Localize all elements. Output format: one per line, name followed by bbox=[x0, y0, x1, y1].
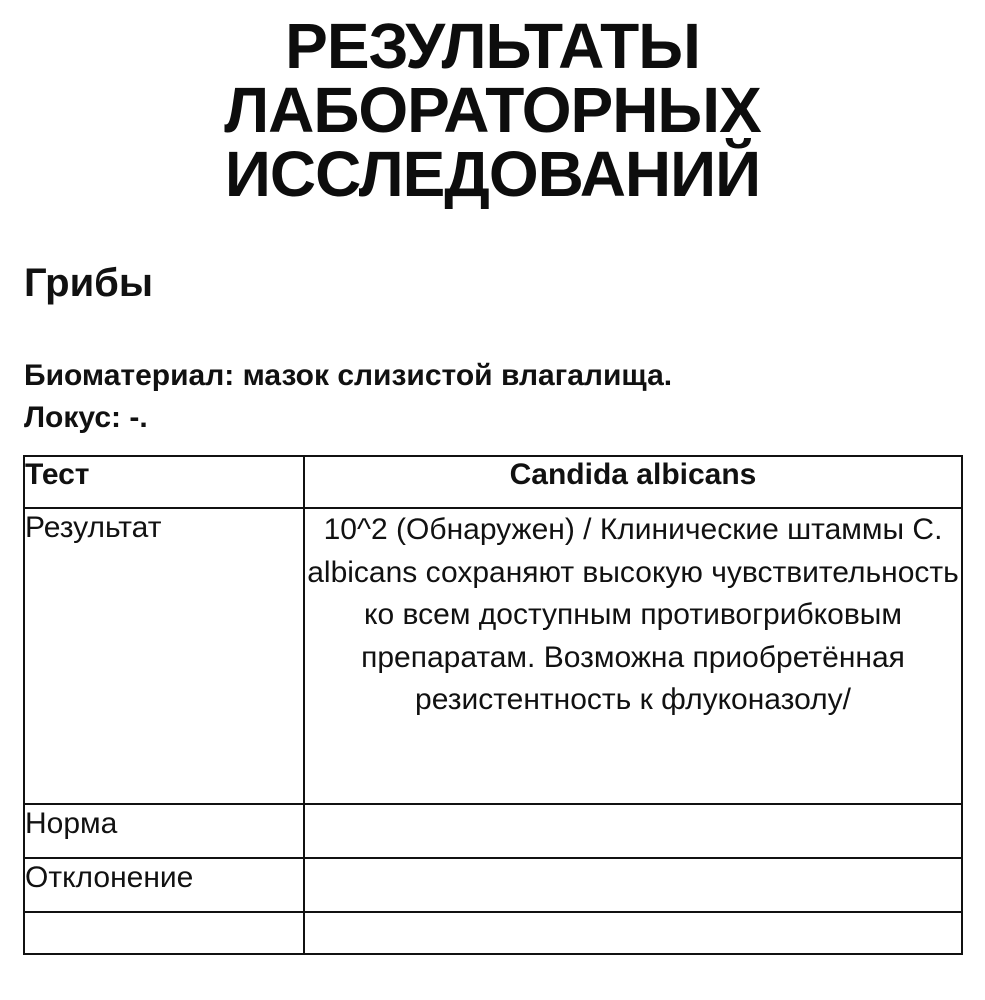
biomaterial-line: Биоматериал: мазок слизистой влагалища. bbox=[24, 359, 673, 392]
row-value-norm bbox=[304, 804, 962, 858]
section-heading: Грибы bbox=[24, 261, 154, 305]
column-header-test: Тест bbox=[24, 456, 304, 508]
results-table bbox=[23, 455, 963, 955]
row-value-result: 10^2 (Обнаружен) / Клинические штаммы C. albicans сохраняют высокую чувствительность ко всем доступным противогрибковым препаратам. Возможна приобретённая резистентность к флуконазолу/ bbox=[304, 508, 962, 804]
page-title-line-1: РЕЗУЛЬТАТЫ bbox=[285, 10, 700, 82]
table-row bbox=[24, 858, 962, 912]
table-row bbox=[24, 804, 962, 858]
table-row-partial bbox=[24, 912, 962, 954]
row-cell-partial bbox=[24, 912, 304, 954]
row-value-deviation bbox=[304, 858, 962, 912]
row-label-result: Результат bbox=[24, 508, 304, 804]
page-title-line-2: ЛАБОРАТОРНЫХ bbox=[224, 74, 761, 146]
page-title-line-3: ИССЛЕДОВАНИЙ bbox=[224, 138, 761, 210]
table-row bbox=[24, 508, 962, 804]
row-cell-partial bbox=[304, 912, 962, 954]
table-header-row bbox=[24, 456, 962, 508]
locus-line: Локус: -. bbox=[24, 401, 148, 434]
sample-meta bbox=[24, 355, 672, 439]
page-title bbox=[0, 10, 985, 210]
column-header-organism: Candida albicans bbox=[304, 456, 962, 508]
row-label-norm: Норма bbox=[24, 804, 304, 858]
row-label-deviation: Отклонение bbox=[24, 858, 304, 912]
